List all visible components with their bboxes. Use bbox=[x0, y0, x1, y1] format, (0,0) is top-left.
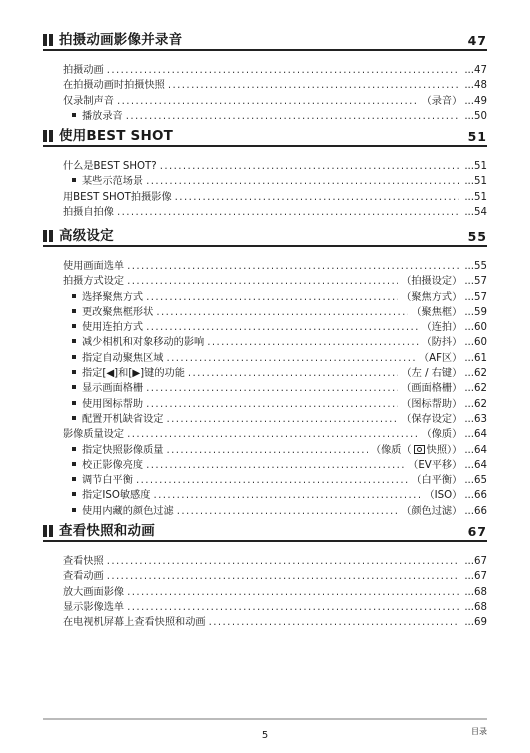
entry-page: ...51 bbox=[464, 191, 487, 203]
footer-divider bbox=[43, 718, 487, 720]
leader-dots bbox=[146, 381, 398, 396]
toc-subentry[interactable] bbox=[63, 174, 487, 189]
entry-page: ...62 bbox=[464, 398, 487, 410]
leader-dots bbox=[160, 159, 460, 174]
entry-tag: （图标帮助） bbox=[401, 398, 463, 410]
entry-tag: （聚焦方式） bbox=[401, 291, 463, 303]
leader-dots bbox=[117, 205, 459, 220]
entry-page: ...68 bbox=[464, 601, 487, 613]
toc-entry[interactable] bbox=[63, 94, 487, 109]
entry-page: ...66 bbox=[464, 505, 487, 517]
entry-label: 减少相机和对象移动的影响 bbox=[82, 337, 205, 349]
entry-tag: （白平衡） bbox=[411, 475, 463, 487]
toc-entry[interactable] bbox=[63, 427, 487, 442]
entry-page: ...50 bbox=[464, 110, 487, 122]
leader-dots bbox=[156, 305, 408, 320]
toc-subentry[interactable] bbox=[63, 351, 487, 366]
leader-dots bbox=[146, 290, 398, 305]
section-page: 47 bbox=[467, 33, 487, 48]
section-header bbox=[43, 126, 487, 147]
entry-label: 拍摄动画 bbox=[63, 65, 104, 76]
leader-dots bbox=[127, 600, 459, 615]
entry-tag: （拍摄设定） bbox=[401, 276, 463, 288]
section-header bbox=[43, 226, 487, 247]
entry-tag: （AF区） bbox=[418, 352, 463, 364]
entry-page: ...67 bbox=[464, 571, 487, 583]
toc-entry[interactable] bbox=[63, 615, 487, 630]
entry-tag: （左 / 右键） bbox=[401, 368, 463, 380]
bullet-icon bbox=[72, 508, 76, 512]
bullet-icon bbox=[72, 385, 76, 389]
toc-entries bbox=[43, 259, 487, 519]
bullet-icon bbox=[72, 309, 76, 313]
entry-label: 拍摄方式设定 bbox=[63, 276, 125, 288]
entry-label: 影像质量设定 bbox=[63, 429, 125, 441]
leader-dots bbox=[175, 190, 460, 205]
entry-label: 播放录音 bbox=[82, 110, 123, 122]
entry-label: 在拍摄动画时拍摄快照 bbox=[63, 80, 165, 92]
section-marker-icon bbox=[43, 230, 53, 242]
toc-section bbox=[43, 226, 487, 519]
toc-entry[interactable] bbox=[63, 159, 487, 174]
entry-tag: （像质（ 快照）） bbox=[370, 444, 463, 456]
leader-dots bbox=[107, 569, 460, 584]
entry-tag: （像质） bbox=[421, 429, 463, 441]
leader-dots bbox=[127, 259, 459, 274]
leader-dots bbox=[167, 351, 416, 366]
section-marker-icon bbox=[43, 130, 53, 142]
toc-subentry[interactable] bbox=[63, 412, 487, 427]
leader-dots bbox=[127, 274, 398, 289]
entry-label: 某些示范场景 bbox=[82, 176, 144, 188]
entry-tag: （防抖） bbox=[421, 337, 463, 349]
bullet-icon bbox=[72, 477, 76, 481]
entry-tag: （画面格栅） bbox=[401, 383, 463, 395]
bullet-icon bbox=[72, 370, 76, 374]
toc-entry[interactable] bbox=[63, 259, 487, 274]
section-title: 高级设定 bbox=[59, 228, 114, 244]
toc-entry[interactable] bbox=[63, 569, 487, 584]
entry-tag: （录音） bbox=[421, 95, 463, 107]
toc-subentry[interactable] bbox=[63, 320, 487, 335]
entry-page: ...51 bbox=[464, 176, 487, 188]
section-page: 67 bbox=[467, 524, 487, 539]
bullet-icon bbox=[72, 178, 76, 182]
section-header bbox=[43, 30, 487, 51]
entry-tag: （聚焦框） bbox=[411, 306, 463, 318]
leader-dots bbox=[117, 94, 419, 109]
entry-page: ...54 bbox=[464, 206, 487, 218]
toc-entry[interactable] bbox=[63, 585, 487, 600]
leader-dots bbox=[188, 366, 399, 381]
entry-page: ...57 bbox=[464, 291, 487, 303]
toc-subentry[interactable] bbox=[63, 473, 487, 488]
toc-entry[interactable] bbox=[63, 63, 487, 78]
leader-dots bbox=[107, 63, 460, 78]
entry-label: 查看动画 bbox=[63, 571, 104, 583]
bullet-icon bbox=[72, 416, 76, 420]
entry-label: 使用画面选单 bbox=[63, 261, 125, 272]
footer-section-label: 目录 bbox=[471, 727, 487, 736]
toc-entry[interactable] bbox=[63, 205, 487, 220]
leader-dots bbox=[146, 397, 398, 412]
leader-dots bbox=[107, 554, 460, 569]
section-title: 查看快照和动画 bbox=[59, 523, 155, 539]
section-page: 51 bbox=[467, 129, 487, 144]
entry-label: 仅录制声音 bbox=[63, 95, 114, 107]
toc-entry[interactable] bbox=[63, 274, 487, 289]
entry-page: ...57 bbox=[464, 276, 487, 288]
entry-tag: （ISO） bbox=[424, 490, 463, 502]
entry-label: 指定[◀]和[▶]键的功能 bbox=[82, 368, 185, 380]
entry-tag: （颜色过滤） bbox=[401, 505, 463, 517]
entry-label: 更改聚焦框形状 bbox=[82, 306, 154, 318]
toc-subentry[interactable] bbox=[63, 504, 487, 519]
entry-page: ...47 bbox=[464, 65, 487, 76]
bullet-icon bbox=[72, 401, 76, 405]
entry-page: ...67 bbox=[464, 556, 487, 567]
toc-subentry[interactable] bbox=[63, 443, 487, 458]
entry-page: ...63 bbox=[464, 413, 487, 425]
entry-tag: （EV平移） bbox=[408, 459, 463, 471]
entry-label: 显示画面格栅 bbox=[82, 383, 144, 395]
entry-page: ...64 bbox=[464, 459, 487, 471]
entry-label: 校正影像亮度 bbox=[82, 459, 144, 471]
entry-page: ...69 bbox=[464, 617, 487, 629]
section-marker-icon bbox=[43, 525, 53, 537]
toc-subentry[interactable] bbox=[63, 381, 487, 396]
entry-label: 拍摄自拍像 bbox=[63, 206, 114, 218]
toc-subentry[interactable] bbox=[63, 305, 487, 320]
entry-label: 在电视机屏幕上查看快照和动画 bbox=[63, 617, 206, 629]
bullet-icon bbox=[72, 324, 76, 328]
bullet-icon bbox=[72, 294, 76, 298]
leader-dots bbox=[167, 412, 399, 427]
entry-page: ...64 bbox=[464, 429, 487, 441]
toc-entry[interactable] bbox=[63, 190, 487, 205]
entry-tag: （保存设定） bbox=[401, 413, 463, 425]
toc-subentry[interactable] bbox=[63, 366, 487, 381]
entry-page: ...51 bbox=[464, 161, 487, 172]
leader-dots bbox=[136, 473, 408, 488]
entry-label: 选择聚焦方式 bbox=[82, 291, 144, 303]
leader-dots bbox=[146, 458, 405, 473]
bullet-icon bbox=[72, 339, 76, 343]
toc-subentry[interactable] bbox=[63, 458, 487, 473]
entry-page: ...65 bbox=[464, 475, 487, 487]
toc-subentry[interactable] bbox=[63, 335, 487, 350]
section-page: 55 bbox=[467, 229, 487, 244]
entry-label: 使用内藏的颜色过滤 bbox=[82, 505, 174, 517]
leader-dots bbox=[146, 320, 418, 335]
leader-dots bbox=[127, 427, 418, 442]
leader-dots bbox=[168, 78, 459, 93]
leader-dots bbox=[167, 443, 368, 458]
toc-section bbox=[43, 126, 487, 220]
entry-label: 查看快照 bbox=[63, 556, 104, 567]
entry-page: ...66 bbox=[464, 490, 487, 502]
entry-page: ...68 bbox=[464, 586, 487, 598]
entry-page: ...59 bbox=[464, 306, 487, 318]
bullet-icon bbox=[72, 355, 76, 359]
toc-subentry[interactable] bbox=[63, 488, 487, 503]
snapshot-camera-icon bbox=[414, 445, 425, 454]
toc-subentry[interactable] bbox=[63, 109, 487, 124]
bullet-icon bbox=[72, 113, 76, 117]
leader-dots bbox=[153, 488, 421, 503]
toc-section bbox=[43, 30, 487, 124]
entry-label: 指定快照影像质量 bbox=[82, 444, 164, 456]
entry-label: 放大画面影像 bbox=[63, 586, 125, 598]
entry-label: 指定ISO敏感度 bbox=[82, 490, 151, 502]
entry-label: 使用图标帮助 bbox=[82, 398, 144, 410]
entry-label: 什么是BEST SHOT? bbox=[63, 161, 157, 172]
entry-page: ...62 bbox=[464, 368, 487, 380]
toc-entries bbox=[43, 554, 487, 630]
bullet-icon bbox=[72, 462, 76, 466]
entry-tag: （连拍） bbox=[421, 322, 463, 334]
leader-dots bbox=[126, 109, 460, 124]
toc-entries bbox=[43, 159, 487, 220]
leader-dots bbox=[127, 585, 459, 600]
leader-dots bbox=[209, 615, 460, 630]
section-title: 拍摄动画影像并录音 bbox=[59, 32, 183, 48]
entry-page: ...60 bbox=[464, 322, 487, 334]
page-number: 5 bbox=[261, 730, 269, 741]
section-title: 使用BEST SHOT bbox=[59, 128, 174, 144]
toc-section bbox=[43, 521, 487, 630]
leader-dots bbox=[207, 335, 418, 350]
toc-entries bbox=[43, 63, 487, 124]
section-marker-icon bbox=[43, 34, 53, 46]
entry-label: 用BEST SHOT拍摄影像 bbox=[63, 191, 172, 203]
entry-page: ...48 bbox=[464, 80, 487, 92]
section-header bbox=[43, 521, 487, 542]
entry-page: ...49 bbox=[464, 95, 487, 107]
leader-dots bbox=[146, 174, 459, 189]
entry-label: 指定自动聚焦区域 bbox=[82, 352, 164, 364]
entry-page: ...60 bbox=[464, 337, 487, 349]
leader-dots bbox=[177, 504, 399, 519]
toc-subentry[interactable] bbox=[63, 290, 487, 305]
bullet-icon bbox=[72, 447, 76, 451]
entry-page: ...64 bbox=[464, 444, 487, 456]
toc-entry[interactable] bbox=[63, 78, 487, 93]
bullet-icon bbox=[72, 492, 76, 496]
toc-entry[interactable] bbox=[63, 600, 487, 615]
toc-subentry[interactable] bbox=[63, 397, 487, 412]
entry-page: ...62 bbox=[464, 383, 487, 395]
entry-label: 配置开机缺省设定 bbox=[82, 413, 164, 425]
entry-page: ...55 bbox=[464, 261, 487, 272]
entry-label: 使用连拍方式 bbox=[82, 322, 144, 334]
entry-label: 调节白平衡 bbox=[82, 475, 133, 487]
entry-label: 显示影像选单 bbox=[63, 601, 125, 613]
toc-entry[interactable] bbox=[63, 554, 487, 569]
entry-page: ...61 bbox=[464, 352, 487, 364]
